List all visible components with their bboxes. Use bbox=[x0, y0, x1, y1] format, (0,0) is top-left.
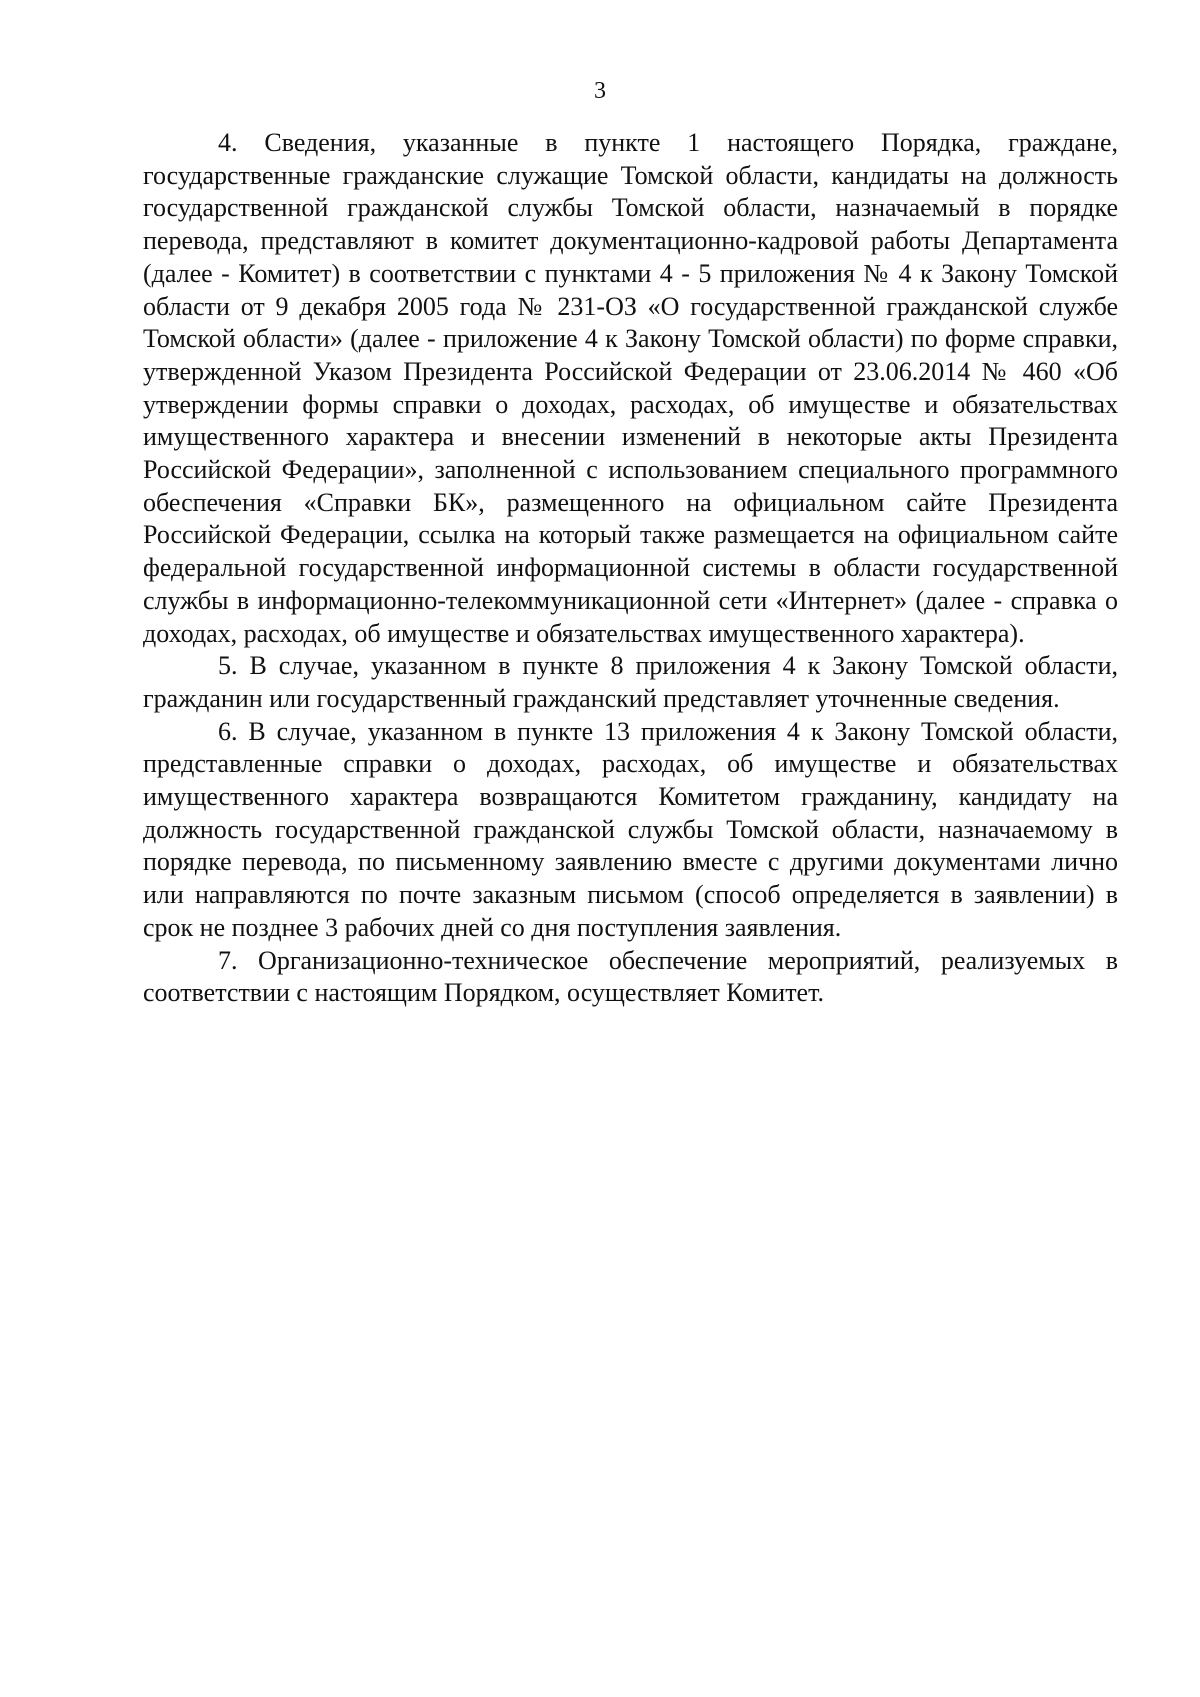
paragraph-4: 4. Сведения, указанные в пункте 1 настоящего Порядка, граждане, государственные гражданские служащие Томской области, кандидаты на должность государственной гражданской службы Томской области, назначаемый в порядке перевода, представляют в комитет документационно-кадровой работы Департамента (далее - Комитет) в соответствии с пунктами 4 - 5 приложения № 4 к Закону Томской области от 9 декабря 2005 года № 231-ОЗ «О государственной гражданской службе Томской области» (далее - приложение 4 к Закону Томской области) по форме справки, утвержденной Указом Президента Российской Федерации от 23.06.2014 № 460 «Об утверждении формы справки о доходах, расходах, об имуществе и обязательствах имущественного характера и внесении изменений в некоторые акты Президента Российской Федерации», заполненной с использованием специального программного обеспечения «Справки БК», размещенного на официальном сайте Президента Российской Федерации, ссылка на который также размещается на официальном сайте федеральной государственной информационной системы в области государственной службы в информационно-телекоммуникационной сети «Интернет» (далее - справка о доходах, расходах, об имуществе и обязательствах имущественного характера). bbox=[143, 128, 1118, 648]
paragraph-7: 7. Организационно-техническое обеспечение мероприятий, реализуемых в соответствии с настоящим Порядком, осуществляет Комитет. bbox=[143, 945, 1118, 1008]
paragraph-6: 6. В случае, указанном в пункте 13 приложения 4 к Закону Томской области, представленные справки о доходах, расходах, об имуществе и обязательствах имущественного характера возвращаются Комитетом гражданину, кандидату на должность государственной гражданской службы Томской области, назначаемому в порядке перевода, по письменному заявлению вместе с другими документами лично или направляются по почте заказным письмом (способ определяется в заявлении) в срок не позднее 3 рабочих дней со дня поступления заявления. bbox=[143, 716, 1118, 942]
page-number: 3 bbox=[594, 78, 606, 104]
paragraph-5: 5. В случае, указанном в пункте 8 приложения 4 к Закону Томской области, гражданин или государственный гражданский представляет уточненные сведения. bbox=[143, 651, 1118, 713]
document-body bbox=[143, 127, 1118, 1010]
